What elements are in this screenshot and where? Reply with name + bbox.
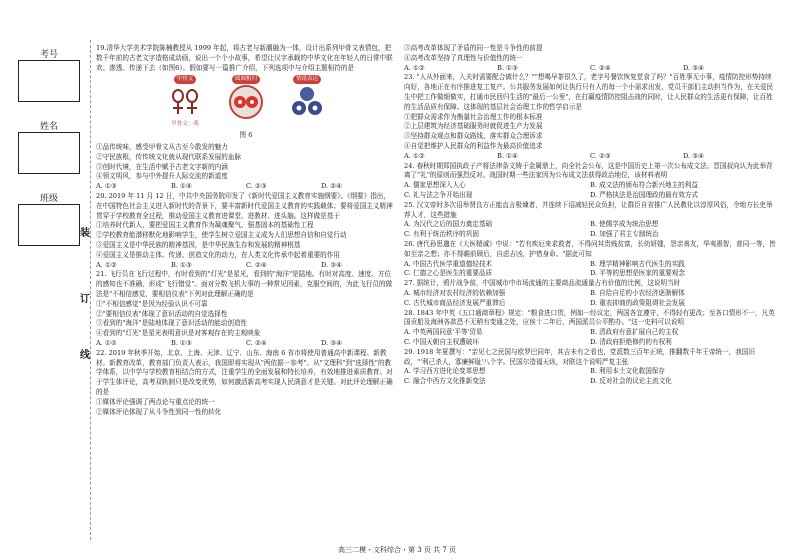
option-b[interactable]: B. 清政府有意扩展自己的主权: [590, 328, 679, 337]
figure-caption: 图 6: [239, 131, 253, 140]
option-a[interactable]: A. ①②: [404, 151, 425, 160]
student-info-strip: [18, 44, 80, 246]
option-b[interactable]: B. ①③: [497, 63, 518, 72]
question-28-stem: 28. 1843 年中英《五口通商章程》规定："粮食进口货，例如一经议定，两国各宜遵守，不得轻有更改；至各口情形不一，凡英国贡船及海洲各款恐不无稍有变通之处，应俟十二年后，两国派员公平酌办。"这一史料可以说明: [404, 308, 775, 327]
class-label: 班级: [39, 194, 58, 204]
option-c[interactable]: C. ②④: [246, 338, 267, 347]
option-c[interactable]: C. 仁德之心是医生的重要品质: [404, 269, 493, 278]
option-a[interactable]: A. ①②: [96, 338, 117, 347]
choice-item: ③创时代境，在生活中赋予古老文字新的内涵: [96, 162, 228, 171]
question-27-stem: 27. 据统计，鸦片战争前，中国城市中市场流通的主要商品流通量占有价值的比例，这说明当时: [404, 279, 681, 288]
option-b[interactable]: B. 利用本土文化救国保存: [590, 367, 665, 376]
choice-item: ②上层建筑为经济基础服务时就促进生产力发展: [404, 122, 543, 131]
option-d[interactable]: D. ③④: [321, 338, 343, 347]
choice-item: ①"不相信感觉"是因为经验认识不可靠: [96, 299, 208, 308]
answer-options: [404, 260, 776, 280]
exam-number-box[interactable]: [18, 50, 80, 102]
question-23-stem: 23. "人从外面来，入夫时需要配合做什么？""想喝早茶很久了，老字号餐饮恢复堂食了吗？"百姓事无小事，疫情防控形势持续向好，各地正在有序推进复工复产。公共服务发展如何让执行只有人的每一个小需求出发，党员干部们主动担当作为，在关爱民生中把工作做细做实，打通市民回归生活的"最后一公里"，在打赢疫情防控阻击战的同时，让人民群众的生活更有保障，让百姓的生活品质有保障。这体现的基层社会治理工作的哲学启示是: [404, 73, 774, 111]
option-b[interactable]: B. ①④: [497, 151, 518, 160]
option-d[interactable]: D. ③④: [683, 151, 705, 160]
option-c[interactable]: C. ②④: [246, 260, 267, 269]
choice-item: ③爱国主义是中华民族的精神基因，是中华民族生存和发展的精神根基: [96, 240, 301, 249]
name-box[interactable]: [18, 122, 80, 174]
option-c[interactable]: C. 融合中西方文化推新变法: [404, 377, 486, 386]
option-a[interactable]: A. ①②: [96, 260, 117, 269]
option-a[interactable]: A. 城市经济对农村经济的依赖加强: [404, 288, 506, 297]
option-d[interactable]: D. 严格执法是治国理政的最有效方式: [590, 190, 699, 199]
answer-options: [404, 367, 776, 387]
option-d[interactable]: D. ②④: [321, 182, 343, 191]
answer-options: [404, 181, 776, 201]
option-d[interactable]: D. 平等的思想是医家的重要观念: [590, 269, 685, 278]
choice-item: ②守民族根，传传统文化就从现代联系发展的血脉: [96, 152, 242, 161]
choice-item: ②媒体评论体现了从斗争性到同一性的转化: [96, 407, 222, 416]
option-b[interactable]: B. 理学精神影响古代医生的实践: [590, 259, 685, 268]
question-29-stem: 29. 1918 年夏撰写："亲见七之民国与欧罗巴同年，其吉未有之看也，党派数三百年正统，推翻数千年王帝统一，我国旧政，"'利己杀人，寡廉鲜耻'八个字。民国尔造福天纵，对联这个说明严复主张: [404, 347, 755, 366]
choice-item: ③坚持群众观点和群众路线，落实群众合理诉求: [404, 132, 543, 141]
choice-item: ④看到的"灯光"是星光表明意识是对客观存在的主观映象: [96, 329, 261, 338]
option-a[interactable]: A. ①③: [96, 182, 117, 191]
class-box[interactable]: [18, 194, 80, 246]
answer-options: [404, 152, 776, 162]
option-c[interactable]: C. ②④: [590, 63, 611, 72]
question-25-stem: 25. 汉文帝时多次诏举贤良方正能直言极谏者，并连续下诏减轻民众负担，让群臣自省推广人民教化以淳厚风俗，令地方长吏举荐人才，这些措施: [404, 200, 773, 219]
answer-options: [96, 182, 396, 192]
option-a[interactable]: A. 中国古代医学重道德轻技术: [404, 259, 493, 268]
figure-tag: 甲骨文: [174, 75, 197, 84]
answer-options: [404, 64, 776, 74]
choice-item: ①媒体评论强调了两点论与重点论的统一: [96, 397, 215, 406]
option-c[interactable]: C. ②③: [590, 151, 611, 160]
option-b[interactable]: B. ①③: [171, 338, 192, 347]
question-21-stem: 21. 飞行员在飞行过程中，有时看到的"灯光"是星光，看到的"海洋"是陆地。有时对高度、速度、方位的感知也不准确，形成"飞行错觉"。面对分数飞机大事的一种常见因素，克服空间的，为此飞行员的做法是"不相信感觉，要相信仪表"下列对此理解正确的是: [96, 270, 393, 298]
option-d[interactable]: D. 清政府拒绝修约的有权利: [590, 337, 672, 346]
name-label: 姓名: [39, 122, 58, 132]
option-c[interactable]: C. 礼与法之争开始出现: [404, 190, 473, 199]
binding-mark: 订: [80, 294, 90, 305]
question-24-stem: 24. 春秋时期郑国执政子产将法律条文铸于金属鼎上，向全社会公布，这是中国历史上第一次公布成文法。晋国叔向认为此举背离了"礼"的原则而强烈反对。战国时期一些法家因为公布成文法获得政治地位，该材料表明: [404, 161, 773, 180]
choice-item: ③高考改革体现了矛盾的同一性是斗争性的前提: [404, 44, 543, 52]
answer-options: [404, 220, 776, 240]
page-footer: 高三二模・文科综合・第 3 页 共 7 页: [337, 546, 457, 554]
option-a[interactable]: A. 儒家思想深入人心: [404, 181, 466, 190]
figure-item: [287, 75, 327, 130]
binding-line: [90, 40, 91, 540]
option-b[interactable]: B. 使儒学成为统治思想: [590, 220, 659, 229]
figure-subcaption: 甲骨文：萌: [171, 121, 199, 128]
option-d[interactable]: D. 重农抑商的政策阻碍社会发展: [590, 298, 685, 307]
left-column: [96, 44, 396, 417]
choice-item: ③看到的"海洋"是陆地体现了意识活动的能动创造性: [96, 319, 248, 328]
figure-6: [96, 75, 396, 130]
figure-tag: 圆圆相归: [232, 75, 260, 84]
option-c[interactable]: C. 有利于统治秩序的巩固: [404, 230, 479, 239]
option-c[interactable]: C. ②③: [246, 182, 267, 191]
option-a[interactable]: A. 为汉代之后的国力奠定基础: [404, 220, 493, 229]
option-b[interactable]: B. ①③: [171, 260, 192, 269]
option-a[interactable]: A. 学习西方进化论变革思想: [404, 367, 486, 376]
figure-tag: 情绪表达: [293, 75, 321, 84]
question-20-stem: 20. 2019 年 11 月 12 日，中共中央国务院印发了《新时代爱国主义教育实施纲要》。《纲要》指出，在中国特色社会主义进入新时代的背景下，要丰富新时代爱国主义教育的实践载体；要将爱国主义精神贯穿于学校教育全过程，推动爱国主义教育进课堂、进教材、进头脑。这样做是基于: [96, 191, 393, 220]
option-d[interactable]: D. ③④: [321, 260, 343, 269]
oracle-character-image: [165, 84, 205, 120]
option-c[interactable]: C. 中国天朝自主权遭破坏: [404, 337, 479, 346]
answer-options: [404, 328, 776, 348]
answer-options: [96, 339, 396, 349]
emotion-figure-image: [287, 84, 327, 120]
option-d[interactable]: D. 反对社会的议论主流文化: [590, 377, 672, 386]
choice-item: ④高考改革坚持了真理性与价值性的统一: [404, 53, 523, 62]
question-26-stem: 26. 唐代孙思邈在《大医精诚》中说："若有疾厄来求救者，不得问其贵贱贫富，长幼妍媸，怨亲善友，华夷愚智，普同一等，皆如至亲之想；亦不得瞻前顾后，自虑吉凶，护惜身命。"据此可知: [404, 239, 776, 258]
option-a[interactable]: A. ①②: [404, 63, 425, 72]
question-19-stem: 19.清华大学美术学院陈楠教授从 1999 年起，将古老与新潮融为一体，设计出系列甲骨文表情包，把数千年前的古老文字造格成动画，说出一个个小故事，希望让汉字承载的中华文化在年轻人的日常中联欢、渗透、传递下去（如图6）。假如要写一篇推广介绍，下列选项中与介绍主题相符的是: [96, 44, 393, 72]
option-c[interactable]: C. 古代城市商品经济发展严重滞后: [404, 298, 506, 307]
choice-item: ①把群众需求作为衡量社会治理工作的根本标准: [404, 112, 543, 121]
choice-item: ①品传统味，感受甲骨文从古至今散发的魅力: [96, 142, 228, 151]
option-b[interactable]: B. 自给自足的小农经济逐渐解体: [590, 288, 685, 297]
figure-item: [223, 75, 269, 130]
binding-mark: 装: [80, 228, 90, 239]
option-b[interactable]: B. ①④: [171, 182, 192, 191]
question-22-stem: 22. 2019 年秋季开始，北京、上海、天津、辽宁、山东、海南 6 省市将使用普通高中新课程、新教材。新教育改革，教育部门负责人表示，我国即将实现从"两依据一参考"、从"文理科"到"选择性"的教学体系，以中学与学校教育相结合的方式，注重学生的全面发展和特长培养，有效地推进素质教育。对于学生体评论，高考双轨制只是改变优势，如何激活新高考实现人民满意才是关键。对此评论理解正确的是: [96, 348, 393, 396]
choice-item: ④领文明风，参与中外提升人际交流的新道度: [96, 172, 228, 181]
choice-item: ②"要相信仪表"体现了意识活动的自觉选择性: [96, 309, 228, 318]
choice-item: ②学校教育能潜移默化地影响学生，使学生树立爱国主义成为人们思想自信和自觉行动: [96, 231, 347, 240]
choice-item: ①培养时代新人，要把爱国主义教育作为凝魂聚气、强基固本的基础性工程: [96, 221, 314, 230]
answer-options: [404, 289, 776, 309]
option-d[interactable]: D. 加强了君主专制统治: [590, 230, 659, 239]
exam-number-label: 考号: [39, 50, 58, 60]
binding-mark: 线: [80, 350, 90, 361]
option-b[interactable]: B. 成文法的颁布符合新兴地主的利益: [590, 181, 698, 190]
option-a[interactable]: A. 中英两国同意'平等'贸易: [404, 328, 483, 337]
answer-options: [96, 261, 396, 271]
right-column: [404, 44, 776, 387]
choice-item: ④爱国主义是推动主体、传递、创造文化的动力，在人类文化传承中起着重要的作用: [96, 250, 340, 259]
choice-item: ④自觉把维护人民群众的利益作为最高价值追求: [404, 141, 543, 150]
option-d[interactable]: D. ③④: [683, 63, 705, 72]
round-face-image: [223, 84, 269, 120]
figure-item: [165, 75, 205, 130]
